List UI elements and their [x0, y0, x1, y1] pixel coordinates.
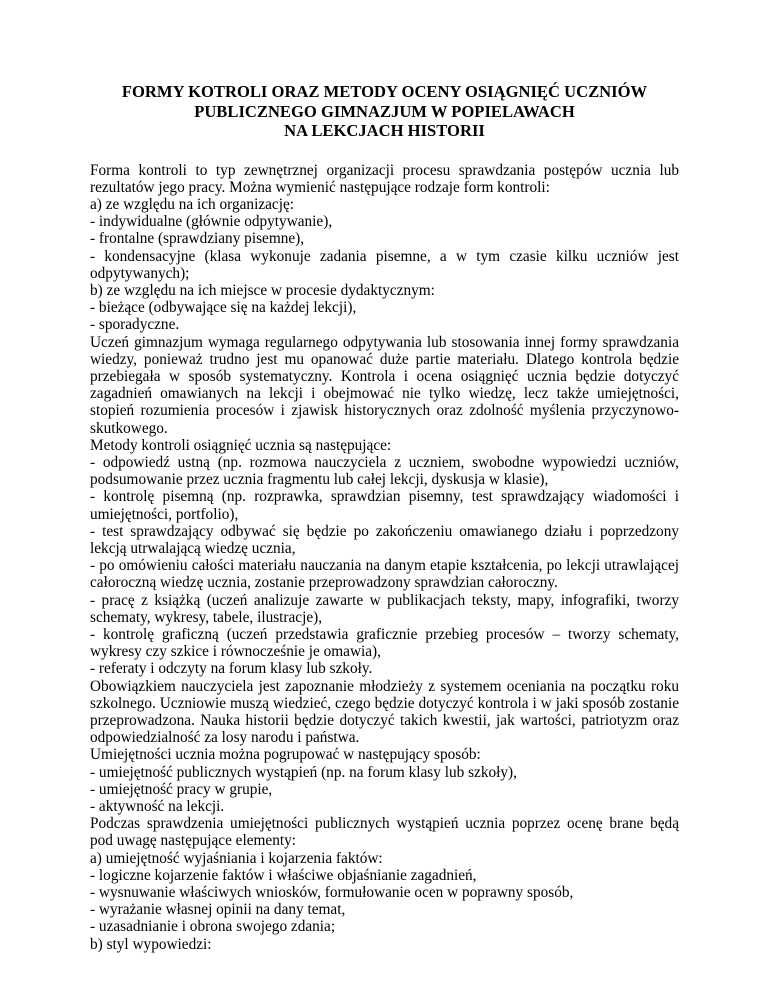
paragraph: b) styl wypowiedzi: [90, 935, 212, 953]
paragraph: Umiejętności ucznia można pogrupować w następujący sposób: [90, 746, 481, 764]
title-line: PUBLICZNEGO GIMNAZJUM W POPIELAWACH [194, 101, 575, 121]
paragraph: - wyrażanie własnej opinii na dany temat, [90, 901, 346, 919]
paragraph: - kontrolę graficzną (uczeń przedstawia graficznie przebieg procesów – tworzy schematy, wykresy czy szkice i równocześnie je omawia), [90, 625, 679, 661]
paragraph: - frontalne (sprawdziany pisemne), [90, 230, 305, 248]
paragraph: - po omówieniu całości materiału nauczania na danym etapie kształcenia, po lekcji utrawlającej całoroczną wiedzę ucznia, zostanie przeprowadzony sprawdzian całoroczny. [90, 557, 679, 592]
paragraph: a) umiejętność wyjaśniania i kojarzenia faktów: [90, 849, 383, 867]
paragraph: - test sprawdzający odbywać się będzie po zakończeniu omawianego działu i poprzedzony lekcją utrwalającą wiedzę ucznia, [90, 522, 679, 557]
document-title [90, 82, 679, 141]
paragraph: Uczeń gimnazjum wymaga regularnego odpytywania lub stosowania innej formy sprawdzania wiedzy, ponieważ trudno jest mu opanować duże partie materiału. Dlatego kontrola będzie przebiegała w sposób systematyczny. Kontrola i ocena osiągnięć ucznia będzie dotyczyć zagadnień omawianych na lekcji i obejmować nie tylko wiedzę, lecz także umiejętności, stopień rozumienia procesów i zjawisk historycznych oraz zdolność myślenia przyczynowo-skutkowego. [90, 333, 679, 437]
paragraph: - logiczne kojarzenie faktów i właściwe objaśnianie zagadnień, [90, 866, 477, 884]
paragraph: - umiejętność publicznych wystąpień (np. na forum klasy lub szkoły), [90, 763, 517, 781]
paragraph: - kontrolę pisemną (np. rozprawka, sprawdzian pisemny, test sprawdzający wiadomości i umiejętności, portfolio), [90, 488, 679, 523]
paragraph: Forma kontroli to typ zewnętrznej organizacji procesu sprawdzania postępów ucznia lub rezultatów jego pracy. Można wymienić następujące rodzaje form kontroli: [90, 161, 679, 196]
paragraph: - pracę z książką (uczeń analizuje zawarte w publikacjach teksty, mapy, infografiki, tworzy schematy, wykresy, tabele, ilustracje), [90, 591, 679, 626]
paragraph: - odpowiedź ustną (np. rozmowa nauczyciela z uczniem, swobodne wypowiedzi uczniów, podsumowanie przez ucznia fragmentu lub całej lekcji, dyskusja w klasie), [90, 453, 679, 489]
paragraph: - sporadyczne. [90, 316, 180, 334]
paragraph: - indywidualne (głównie odpytywanie), [90, 213, 333, 231]
paragraph: Podczas sprawdzenia umiejętności publicznych wystąpień ucznia poprzez ocenę brane będą pod uwagę następujące elementy: [90, 815, 679, 850]
title-line: FORMY KOTROLI ORAZ METODY OCENY OSIĄGNIĘĆ UCZNIÓW [121, 82, 648, 101]
document-body [90, 162, 679, 953]
paragraph: - referaty i odczyty na forum klasy lub szkoły. [90, 660, 373, 678]
paragraph: Metody kontroli osiągnięć ucznia są następujące: [90, 436, 392, 454]
paragraph: - aktywność na lekcji. [90, 798, 225, 816]
paragraph: Obowiązkiem nauczyciela jest zapoznanie młodzieży z systemem oceniania na początku roku szkolnego. Uczniowie muszą wiedzieć, czego będzie dotyczyć kontrola i w jaki sposób zostanie przeprowadzona. Nauka historii będzie dotyczyć takich kwestii, jak wartości, patriotyzm oraz odpowiedzialność za losy narodu i państwa. [90, 677, 679, 747]
paragraph: - bieżące (odbywające się na każdej lekcji), [90, 299, 357, 317]
paragraph: - umiejętność pracy w grupie, [90, 780, 273, 798]
paragraph: - uzasadnianie i obrona swojego zdania; [90, 918, 336, 936]
paragraph: a) ze względu na ich organizację: [90, 195, 294, 213]
paragraph: - kondensacyjne (klasa wykonuje zadania pisemne, a w tym czasie kilku uczniów jest odpytywanych); [90, 247, 679, 282]
title-line: NA LEKCJACH HISTORII [284, 121, 485, 140]
paragraph: - wysnuwanie właściwych wniosków, formułowanie ocen w poprawny sposób, [90, 884, 574, 902]
paragraph: b) ze względu na ich miejsce w procesie dydaktycznym: [90, 281, 435, 299]
